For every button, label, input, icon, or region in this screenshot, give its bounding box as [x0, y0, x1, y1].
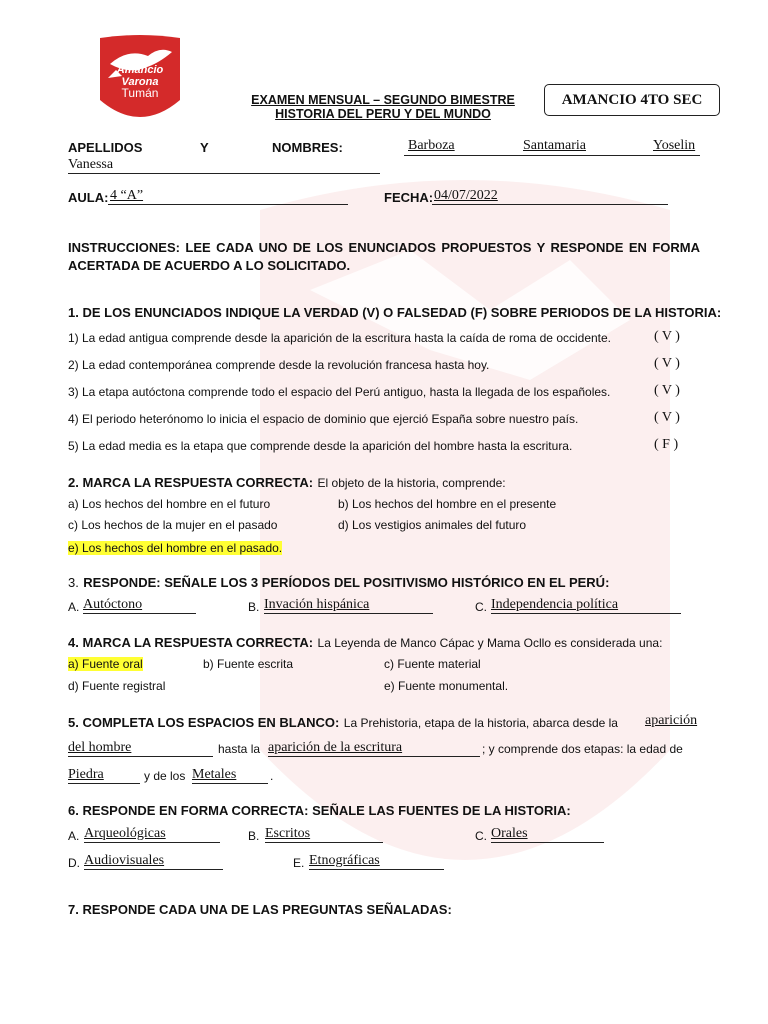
q5-text-5: .	[270, 769, 274, 783]
q6-e-label: E.	[293, 856, 305, 870]
q4-prompt: La Leyenda de Manco Cápac y Mama Ocllo es considerada una:	[317, 636, 663, 650]
q5-text-2: hasta la	[218, 742, 261, 756]
q7-title: 7. RESPONDE CADA UNA DE LAS PREGUNTAS SEÑALADAS:	[68, 902, 452, 917]
q4-option-c: c) Fuente material	[384, 657, 481, 671]
q5-blank-4	[192, 783, 268, 784]
q6-e-value: Etnográficas	[309, 853, 380, 868]
q5-blank-2	[268, 756, 480, 757]
aula-line	[108, 204, 348, 205]
name-part-4: Vanessa	[68, 157, 114, 172]
q2-title: 2. MARCA LA RESPUESTA CORRECTA:	[68, 475, 314, 490]
q3-title: RESPONDE: SEÑALE LOS 3 PERÍODOS DEL POSITIVISMO HISTÓRICO EN EL PERÚ:	[83, 575, 610, 590]
q3-a-line	[83, 613, 196, 614]
q6-c-line	[491, 842, 604, 843]
q6-a-label: A.	[68, 829, 80, 843]
q5-text-4: y de los	[144, 769, 186, 783]
q2-prompt: El objeto de la historia, comprende:	[317, 476, 506, 490]
aula-value: 4 “A”	[110, 188, 144, 203]
q5-answer-1a: aparición	[645, 713, 698, 728]
q1-title: 1. DE LOS ENUNCIADOS INDIQUE LA VERDAD (V) O FALSEDAD (F) SOBRE PERIODOS DE LA HISTORIA:	[68, 305, 722, 320]
q3-c-line	[491, 613, 681, 614]
q1-answer-2: ( V )	[654, 356, 680, 371]
q6-b-label: B.	[248, 829, 260, 843]
q4-title: 4. MARCA LA RESPUESTA CORRECTA:	[68, 635, 314, 650]
q3-a-value: Autóctono	[83, 597, 143, 612]
q3-b-value: Invación hispánica	[264, 597, 370, 612]
q4-heading	[68, 634, 662, 652]
name-line-1	[404, 155, 700, 156]
q1-item-5: 5) La edad media es la etapa que comprende desde la aparición del hombre hasta la escritura.	[68, 439, 573, 453]
q2-option-a: a) Los hechos del hombre en el futuro	[68, 497, 271, 511]
q5-blank-3	[68, 783, 140, 784]
logo-text: Amancio Varona	[116, 64, 164, 88]
q6-c-label: C.	[475, 829, 487, 843]
fecha-line	[432, 204, 668, 205]
fecha-value: 04/07/2022	[434, 188, 498, 203]
q4-option-e: e) Fuente monumental.	[384, 679, 509, 693]
y-label: Y	[200, 140, 209, 155]
q6-d-label: D.	[68, 856, 80, 870]
q3-c-value: Independencia política	[491, 597, 619, 612]
q1-item-3: 3) La etapa autóctona comprende todo el espacio del Perú antiguo, hasta la llegada de los españoles.	[68, 385, 611, 399]
q1-item-2: 2) La edad contemporánea comprende desde la revolución francesa hasta hoy.	[68, 358, 490, 372]
q3-b-line	[264, 613, 433, 614]
aula-label: AULA:	[68, 190, 109, 205]
q6-d-value: Audiovisuales	[84, 853, 165, 868]
q2-option-b: b) Los hechos del hombre en el presente	[338, 497, 557, 511]
q1-answer-4: ( V )	[654, 410, 680, 425]
q1-item-4: 4) El periodo heterónomo lo inicia el espacio de dominio que ejerció España sobre nuestro país.	[68, 412, 579, 426]
q5-answer-3: Piedra	[68, 767, 104, 782]
exam-title	[232, 93, 534, 121]
q6-b-line	[265, 842, 383, 843]
q2-option-c: c) Los hechos de la mujer en el pasado	[68, 518, 278, 532]
q4-option-d: d) Fuente registral	[68, 679, 166, 693]
q5-answer-1b: del hombre	[68, 740, 132, 755]
q3-b-label: B.	[248, 600, 260, 614]
q1-answer-5: ( F )	[654, 437, 679, 452]
q6-title: 6. RESPONDE EN FORMA CORRECTA: SEÑALE LAS FUENTES DE LA HISTORIA:	[68, 803, 571, 818]
q5-title: 5. COMPLETA LOS ESPACIOS EN BLANCO:	[68, 715, 340, 730]
instructions: INSTRUCCIONES: LEE CADA UNO DE LOS ENUNCIADOS PROPUESTOS Y RESPONDE EN FORMA ACERTADA DE ACUERDO A LO SOLICITADO.	[68, 240, 700, 273]
q1-answer-1: ( V )	[654, 329, 680, 344]
q5-answer-4: Metales	[192, 767, 237, 782]
q5-text-1: La Prehistoria, etapa de la historia, abarca desde la	[343, 716, 618, 730]
title-line-1: EXAMEN MENSUAL – SEGUNDO BIMESTRE	[251, 93, 515, 107]
q3-a-label: A.	[68, 600, 80, 614]
q6-d-line	[84, 869, 223, 870]
q6-a-line	[84, 842, 220, 843]
q6-a-value: Arqueológicas	[84, 826, 166, 841]
q3-c-label: C.	[475, 600, 487, 614]
q2-heading	[68, 474, 506, 492]
q2-option-e-selected: e) Los hechos del hombre en el pasado.	[68, 541, 283, 555]
q6-c-value: Orales	[491, 826, 528, 841]
name-line-2	[68, 173, 380, 174]
q6-e-line	[309, 869, 444, 870]
fecha-label: FECHA:	[384, 190, 434, 205]
q5-blank-1	[68, 756, 213, 757]
name-part-2: Santamaria	[523, 138, 586, 153]
q5-text-3: ; y comprende dos etapas: la edad de	[482, 742, 683, 756]
q2-option-d: d) Los vestigios animales del futuro	[338, 518, 527, 532]
q4-option-b: b) Fuente escrita	[203, 657, 294, 671]
q1-answer-3: ( V )	[654, 383, 680, 398]
name-part-3: Yoselin	[653, 138, 696, 153]
logo-town: Tumán	[121, 86, 159, 100]
apellidos-label: APELLIDOS	[68, 140, 143, 155]
q1-item-1: 1) La edad antigua comprende desde la aparición de la escritura hasta la caída de roma de occidente.	[68, 331, 612, 345]
name-part-1: Barboza	[408, 138, 455, 153]
q4-option-a-selected: a) Fuente oral	[68, 657, 143, 671]
nombres-label: NOMBRES:	[272, 140, 343, 155]
q6-b-value: Escritos	[265, 826, 311, 841]
q5-line-1	[68, 714, 700, 732]
q3-heading	[68, 574, 609, 592]
q5-answer-2: aparición de la escritura	[268, 740, 403, 755]
q3-number: 3.	[68, 575, 79, 590]
title-line-2: HISTORIA DEL PERU Y DEL MUNDO	[275, 107, 491, 121]
class-code-box: AMANCIO 4TO SEC	[544, 84, 720, 116]
